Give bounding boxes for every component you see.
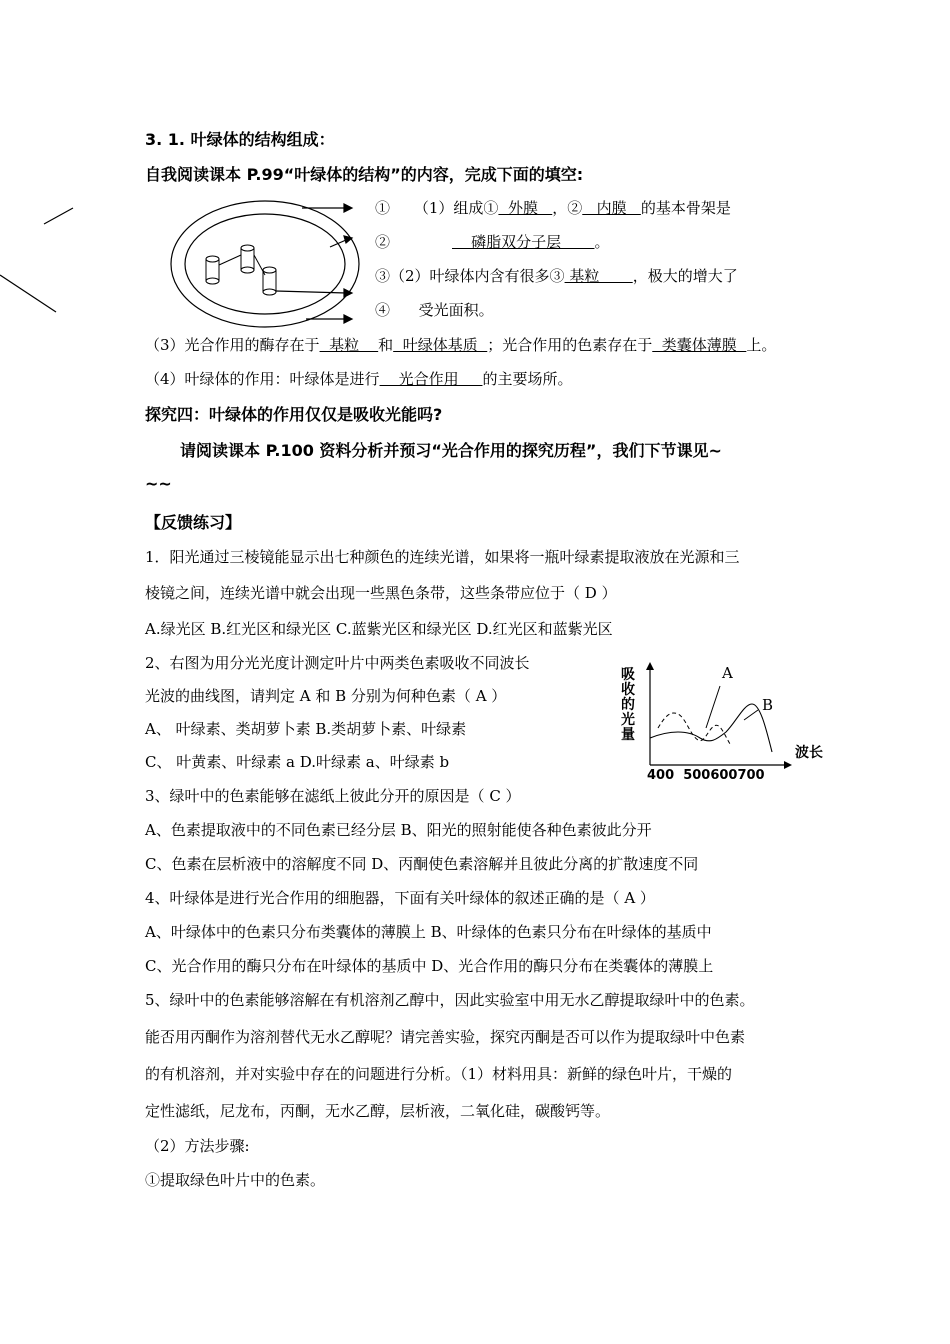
problem-5-line-6: ①提取绿色叶片中的色素。 (145, 1171, 326, 1189)
problem-3-line-1: 3、绿叶中的色素能够在滤纸上彼此分开的原因是（ C ） (145, 787, 521, 805)
diagram-row-3: ③（2）叶绿体内含有很多③ 基粒 ，极大的增大了 (375, 267, 738, 285)
preview-line-1: 请阅读课本 P.100 资料分析并预习“光合作用的探究历程”，我们下节课见~ (180, 441, 722, 460)
problem-4-options-cd: C、光合作用的酶只分布在叶绿体的基质中 D、光合作用的酶只分布在类囊体的薄膜上 (145, 957, 714, 975)
problem-5-line-4: 定性滤纸，尼龙布，丙酮，无水乙醇，层析液，二氧化硅，碳酸钙等。 (145, 1102, 611, 1120)
problem-2-options-cd: C、 叶黄素、叶绿素 a D.叶绿素 a、叶绿素 b (145, 753, 450, 771)
blank-outer-membrane: 外膜 (498, 199, 553, 217)
problem-4-options-ab: A、叶绿体中的色素只分布类囊体的薄膜上 B、叶绿体的色素只分布在叶绿体的基质中 (145, 923, 712, 941)
problem-2-options-ab: A、 叶绿素、类胡萝卜素 B.类胡萝卜素、叶绿素 (145, 720, 467, 738)
blank-grana: 基粒 (564, 267, 633, 285)
problem-4-line-1: 4、叶绿体是进行光合作用的细胞器，下面有关叶绿体的叙述正确的是（ A ） (145, 889, 655, 907)
problem-1-line-2: 棱镜之间，连续光谱中就会出现一些黑色条带，这些条带应位于（ D ） (145, 584, 617, 602)
preview-line-2: ~~ (145, 474, 172, 493)
reading-instruction: 自我阅读课本 P.99“叶绿体的结构”的内容，完成下面的填空: (145, 165, 584, 184)
problem-2-line-2: 光波的曲线图，请判定 A 和 B 分别为何种色素（ A ） (145, 687, 507, 705)
curve-b (650, 704, 772, 752)
diagram-row-2: ② 磷脂双分子层 。 (375, 233, 610, 251)
diagram-row-1: ① （1）组成① 外膜 ，② 内膜 的基本骨架是 (375, 199, 731, 217)
explore-heading: 探究四：叶绿体的作用仅仅是吸收光能吗? (145, 405, 443, 424)
question-enzyme-location: （3）光合作用的酶存在于 基粒 和 叶绿体基质 ；光合作用的色素存在于 类囊体薄膜 上。 (145, 336, 777, 354)
problem-5-line-2: 能否用丙酮作为溶剂替代无水乙醇呢？请完善实验，探究丙酮是否可以作为提取绿叶中色素 (145, 1028, 746, 1046)
chart-label-a: A (722, 664, 733, 682)
problem-3-options-cd: C、色素在层析液中的溶解度不同 D、丙酮使色素溶解并且彼此分离的扩散速度不同 (145, 855, 699, 873)
chart-label-b: B (762, 696, 774, 714)
section-heading: 3. 1. 叶绿体的结构组成： (145, 130, 335, 149)
problem-1-line-1: 1．阳光通过三棱镜能显示出七种颜色的连续光谱，如果将一瓶叶绿素提取液放在光源和三 (145, 548, 740, 566)
problem-5-line-3: 的有机溶剂，并对实验中存在的问题进行分析。（1）材料用具：新鲜的绿色叶片，干燥的 (145, 1065, 733, 1083)
curve-a (658, 713, 730, 744)
problem-2-line-1: 2、右图为用分光光度计测定叶片中两类色素吸收不同波长 (145, 654, 530, 672)
absorption-chart (640, 660, 800, 770)
chart-x-ticks: 400 500600700 (647, 768, 765, 783)
problem-3-options-ab: A、色素提取液中的不同色素已经分层 B、阳光的照射能使各种色素彼此分开 (145, 821, 652, 839)
question-chloroplast-role: （4）叶绿体的作用：叶绿体是进行 光合作用 的主要场所。 (145, 370, 573, 388)
problem-5-line-1: 5、绿叶中的色素能够溶解在有机溶剂乙醇中，因此实验室中用无水乙醇提取绿叶中的色素。 (145, 991, 755, 1009)
chart-y-label: 吸 收 的 光 量 (621, 667, 635, 743)
chart-x-label: 波长 (795, 745, 823, 761)
diagram-row-4: ④ 受光面积。 (375, 301, 494, 319)
blank-inner-membrane: 内膜 (582, 199, 641, 217)
problem-5-line-5: （2）方法步骤: (145, 1137, 250, 1155)
problem-1-options: A.绿光区 B.红光区和绿光区 C.蓝紫光区和绿光区 D.红光区和蓝紫光区 (145, 620, 613, 638)
blank-phospholipid: 磷脂双分子层 (452, 233, 595, 251)
feedback-title: 【反馈练习】 (145, 513, 242, 532)
